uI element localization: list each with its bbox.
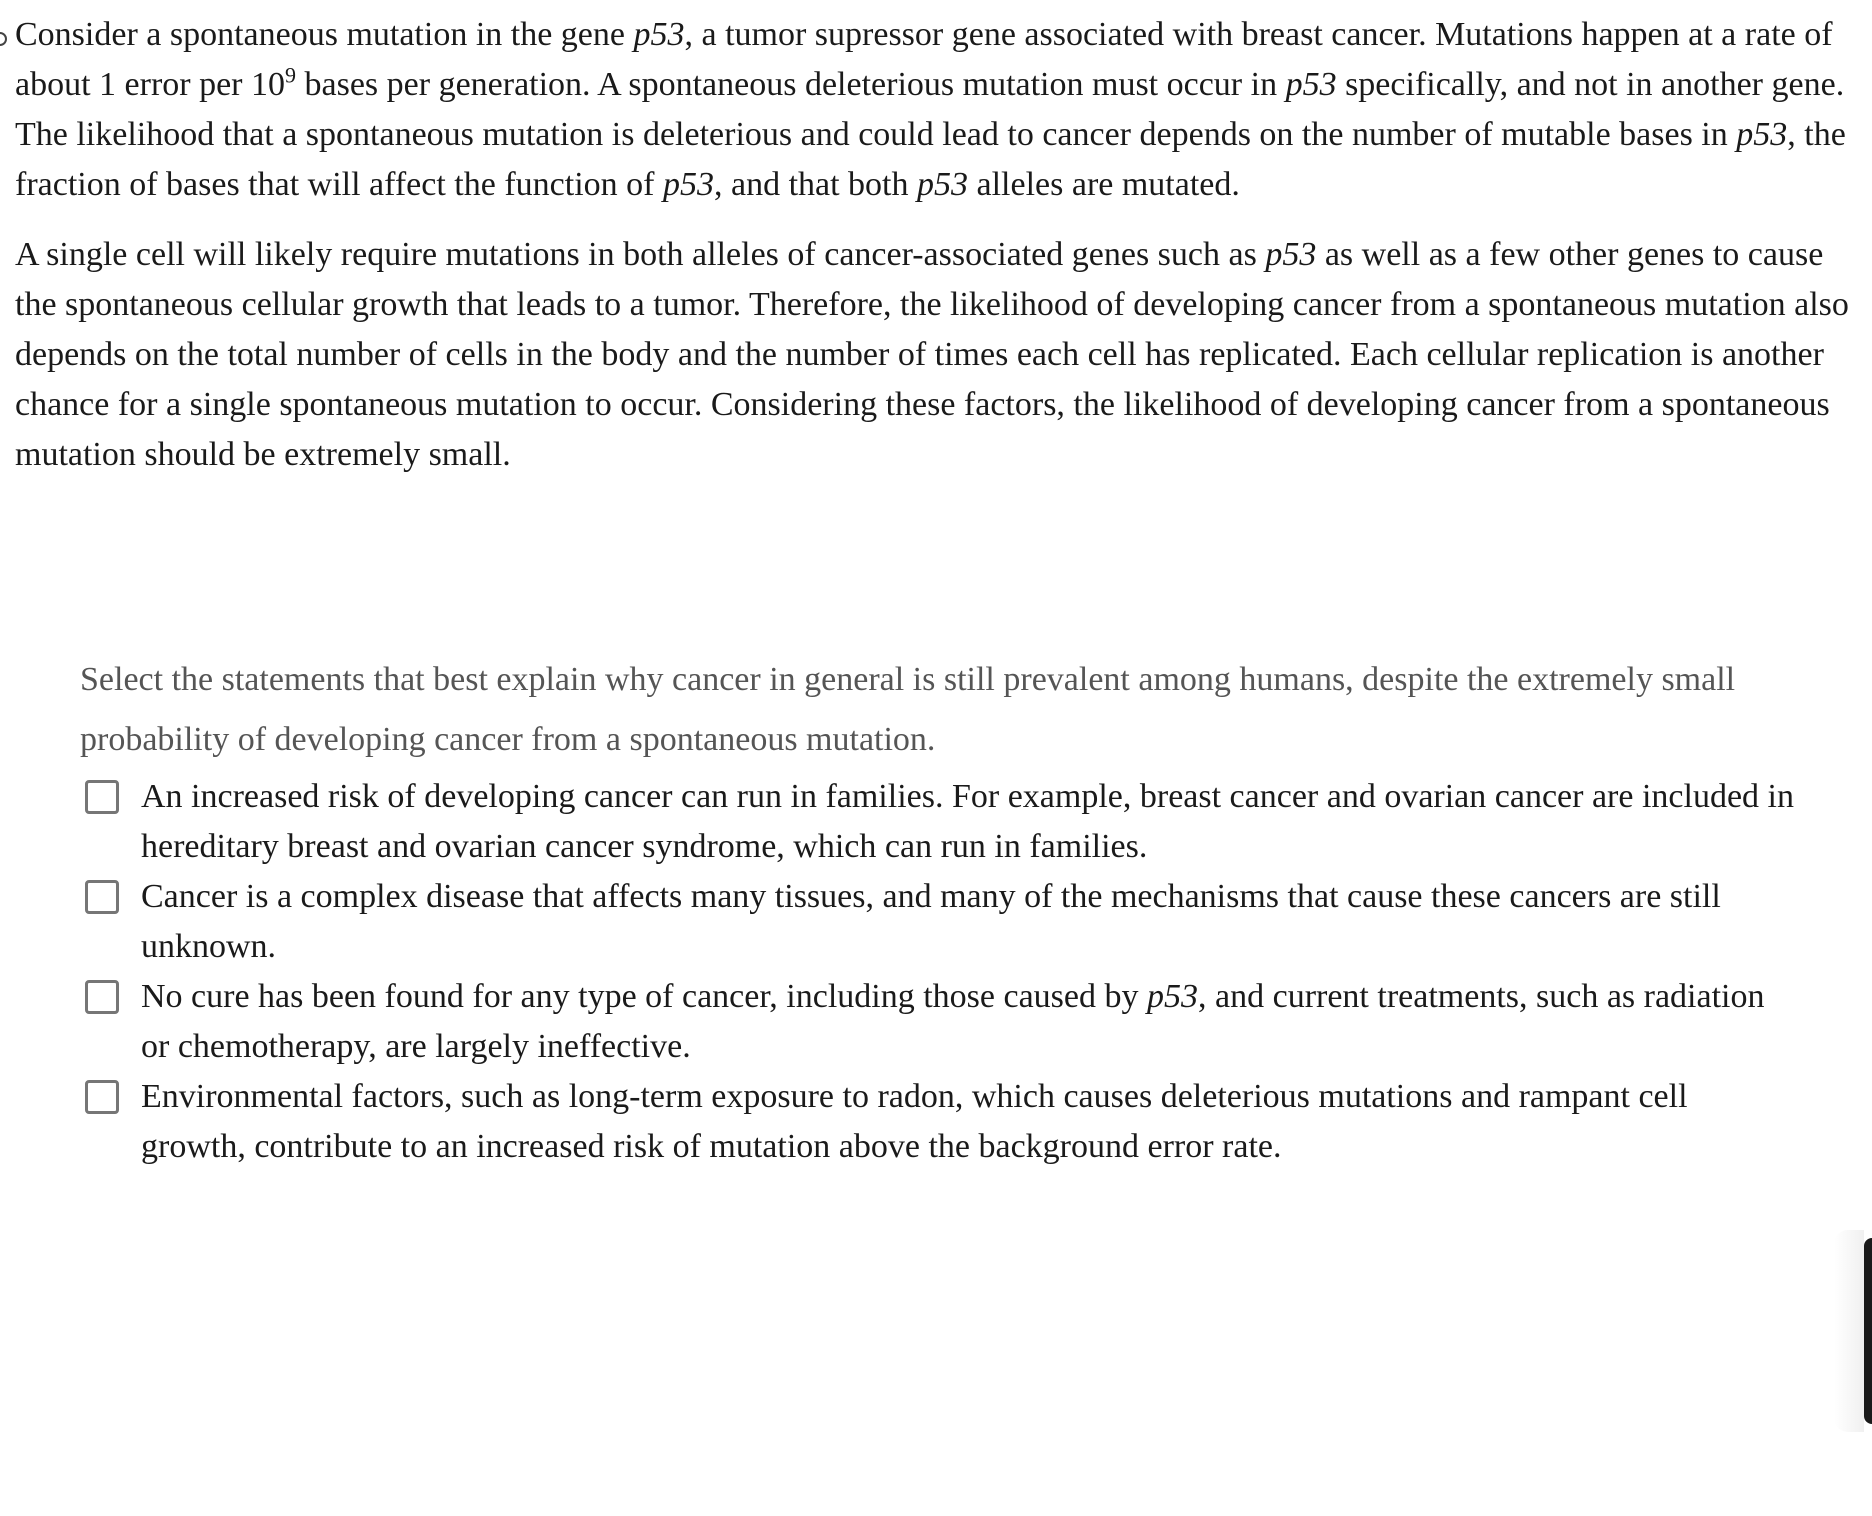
gene-name: p53 [633, 16, 685, 53]
gene-name: p53 [1265, 236, 1317, 273]
passage-paragraph-1 [15, 10, 1865, 210]
answer-options [80, 772, 1800, 1172]
passage-text: as well as a few other genes to cause the spontaneous cellular growth that leads to a tumor. Therefore, the likelihood of developing cancer from a spontaneous mutation also depends on the total number of cells in the body and the number of times each cell has replicated. Each cellular replication is another chance for a single spontaneous mutation to occur. Considering these factors, the likelihood of developing cancer from a spontaneous mutation should be extremely small. [15, 236, 1849, 473]
exponent: 9 [285, 62, 297, 88]
answer-option-3[interactable] [80, 972, 1800, 1072]
option-text-part: , and current treatments, such as radiation or chemotherapy, are largely ineffective. [141, 978, 1765, 1065]
passage-text: , a tumor supressor gene associated with breast cancer. Mutations happen at a rate of about 1 error per 10 [15, 16, 1833, 103]
checkbox[interactable] [85, 780, 119, 814]
checkbox[interactable] [85, 1080, 119, 1114]
option-text-part: No cure has been found for any type of cancer, including those caused by [141, 978, 1148, 1015]
passage-paragraph-2 [15, 230, 1865, 480]
gene-name: p53 [1736, 116, 1788, 153]
passage-text: , the fraction of bases that will affect the function of [15, 116, 1846, 203]
passage-text: A single cell will likely require mutations in both alleles of cancer-associated genes such as [15, 236, 1266, 273]
passage [15, 10, 1865, 500]
answer-option-2[interactable] [80, 872, 1800, 972]
checkbox[interactable] [85, 980, 119, 1014]
question-prompt: Select the statements that best explain why cancer in general is still prevalent among humans, despite the extremely small probability of developing cancer from a spontaneous mutation. [80, 661, 1736, 758]
gene-name: p53 [662, 166, 714, 203]
answer-option-4[interactable] [80, 1072, 1800, 1172]
scroll-edge-shadow [1834, 1230, 1864, 1432]
passage-text: alleles are mutated. [968, 166, 1240, 203]
passage-text: , and that both [713, 166, 918, 203]
gene-name: p53 [1285, 66, 1337, 103]
passage-text: Consider a spontaneous mutation in the gene [15, 16, 634, 53]
answer-option-1[interactable] [80, 772, 1800, 872]
passage-text: specifically, and not in another gene. The likelihood that a spontaneous mutation is deleterious and could lead to cancer depends on the number of mutable bases in [15, 66, 1845, 153]
bullet-marker [0, 32, 7, 46]
passage-text: bases per generation. A spontaneous deleterious mutation must occur in [296, 66, 1286, 103]
option-text [141, 978, 1764, 1065]
gene-name: p53 [1147, 978, 1199, 1015]
question [80, 650, 1800, 1172]
option-text: Environmental factors, such as long-term exposure to radon, which causes deleterious mutations and rampant cell growth, contribute to an increased risk of mutation above the background error rate. [141, 1078, 1688, 1165]
option-text: Cancer is a complex disease that affects many tissues, and many of the mechanisms that cause these cancers are still unknown. [141, 878, 1721, 965]
option-text: An increased risk of developing cancer can run in families. For example, breast cancer and ovarian cancer are included in hereditary breast and ovarian cancer syndrome, which can run in families. [141, 778, 1794, 865]
gene-name: p53 [917, 166, 969, 203]
scrollbar-handle[interactable] [1864, 1238, 1872, 1424]
checkbox[interactable] [85, 880, 119, 914]
